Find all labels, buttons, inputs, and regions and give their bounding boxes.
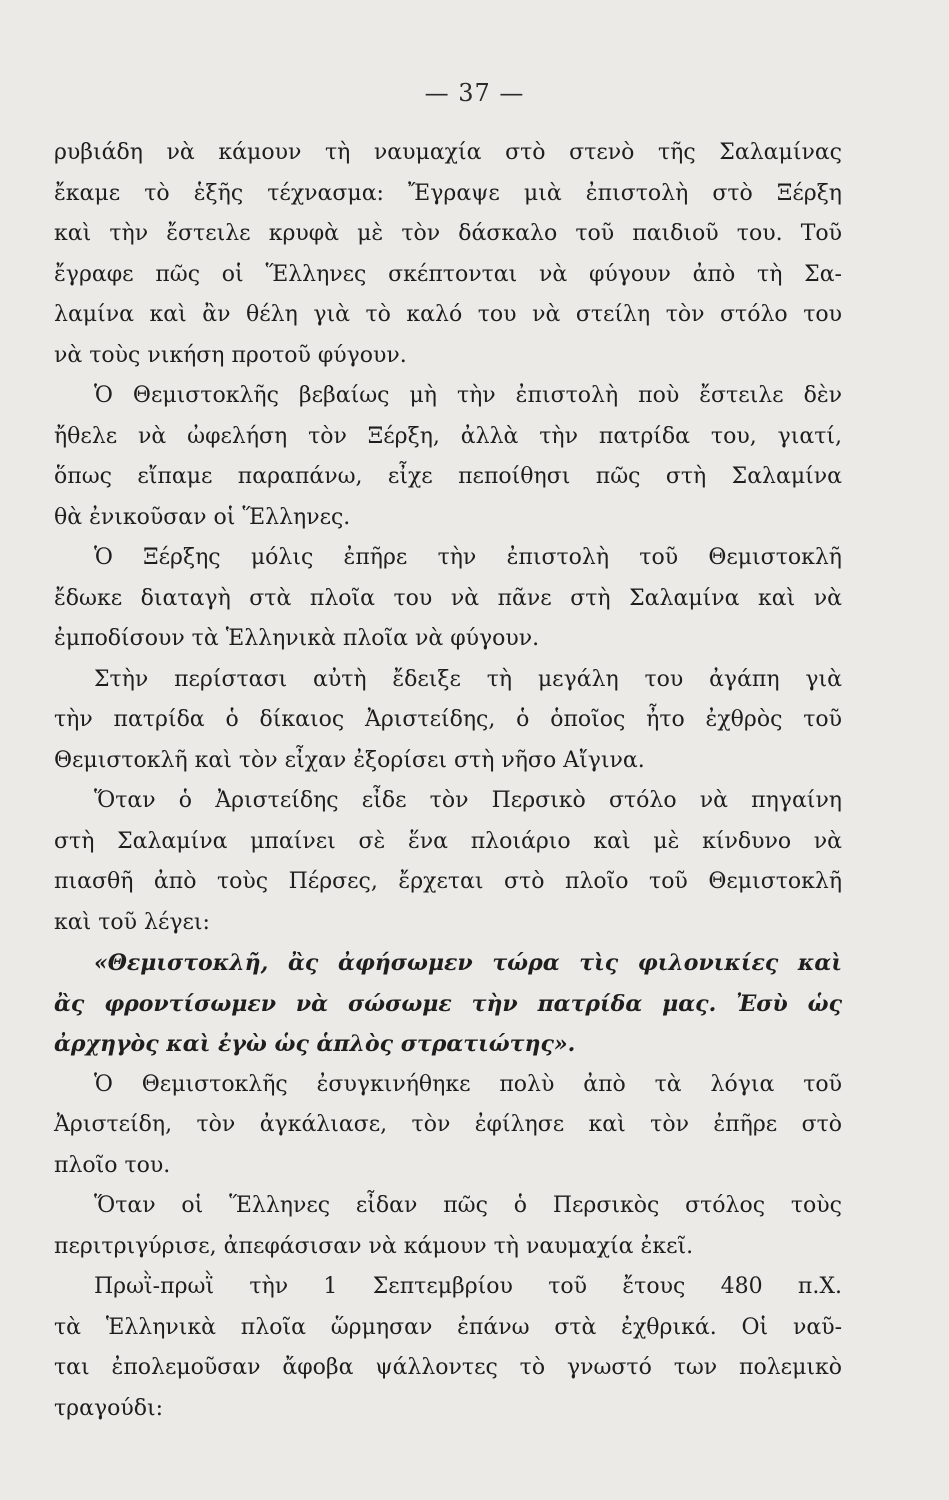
text-line: Ὅταν ὁ Ἀριστείδης εἶδε τὸν Περσικὸ στόλο νὰ πηγαίνη xyxy=(94,788,842,813)
text-line: ὅπως εἴπαμε παραπάνω, εἶχε πεποίθησι πῶς στὴ Σαλαμίνα xyxy=(54,464,842,489)
text-line: νὰ τοὺς νικήση προτοῦ φύγουν. xyxy=(54,342,407,368)
text-line: στὴ Σαλαμίνα μπαίνει σὲ ἕνα πλοιάριο καὶ μὲ κίνδυνο νὰ xyxy=(54,828,842,854)
body-text xyxy=(54,133,842,1429)
text-line: ἔκαμε τὸ ἑξῆς τέχνασμα: Ἔγραψε μιὰ ἐπιστολὴ στὸ Ξέρξη xyxy=(54,180,842,206)
text-line: Θεμιστοκλῆ καὶ τὸν εἶχαν ἐξορίσει στὴ νῆσο Αἴγινα. xyxy=(54,747,645,773)
text-line: ἀρχηγὸς καὶ ἐγὼ ὡς ἁπλὸς στρατιώτης». xyxy=(54,1031,576,1057)
page-number: — 37 — xyxy=(424,79,525,107)
text-line: Πρωῒ-πρωῒ τὴν 1 Σεπτεμβρίου τοῦ ἔτους 480 π.Χ. xyxy=(94,1274,842,1299)
text-line: ἔδωκε διαταγὴ στὰ πλοῖα του νὰ πᾶνε στὴ Σαλαμίνα καὶ νὰ xyxy=(54,585,842,611)
text-line: θὰ ἐνικοῦσαν οἱ Ἕλληνες. xyxy=(54,504,351,530)
text-line: Ὁ Θεμιστοκλῆς ἐσυγκινήθηκε πολὺ ἀπὸ τὰ λόγια τοῦ xyxy=(94,1071,842,1097)
text-line: πλοῖο του. xyxy=(54,1152,171,1178)
text-line: πιασθῆ ἀπὸ τοὺς Πέρσες, ἔρχεται στὸ πλοῖο τοῦ Θεμιστοκλῆ xyxy=(54,869,842,894)
text-line: Ὁ Ξέρξης μόλις ἐπῆρε τὴν ἐπιστολὴ τοῦ Θεμιστοκλῆ xyxy=(94,545,842,570)
text-line: λαμίνα καὶ ἂν θέλη γιὰ τὸ καλό του νὰ στείλη τὸν στόλο του xyxy=(54,302,842,327)
text-line: καὶ τοῦ λέγει: xyxy=(54,909,210,935)
text-line: Ὁ Θεμιστοκλῆς βεβαίως μὴ τὴν ἐπιστολὴ ποὺ ἔστειλε δὲν xyxy=(94,383,842,408)
text-line: «Θεμιστοκλῆ, ἂς ἀφήσωμεν τώρα τὶς φιλονικίες καὶ xyxy=(94,950,842,976)
text-line: Ὅταν οἱ Ἕλληνες εἶδαν πῶς ὁ Περσικὸς στόλος τοὺς xyxy=(94,1193,842,1218)
text-line: ἂς φροντίσωμεν νὰ σώσωμε τὴν πατρίδα μας. Ἐσὺ ὡς xyxy=(54,990,842,1017)
text-line: τὴν πατρίδα ὁ δίκαιος Ἀριστείδης, ὁ ὁποῖος ἦτο ἐχθρὸς τοῦ xyxy=(54,707,842,732)
text-line: ρυβιάδη νὰ κάμουν τὴ ναυμαχία στὸ στενὸ τῆς Σαλαμίνας xyxy=(54,140,842,165)
text-line: τὰ Ἑλληνικὰ πλοῖα ὥρμησαν ἐπάνω στὰ ἐχθρικά. Οἱ ναῦ- xyxy=(54,1314,842,1340)
text-line: τραγούδι: xyxy=(54,1395,164,1421)
text-line: ἔγραφε πῶς οἱ Ἕλληνες σκέπτονται νὰ φύγουν ἀπὸ τὴ Σα- xyxy=(54,261,842,287)
text-line: ἤθελε νὰ ὠφελήση τὸν Ξέρξη, ἀλλὰ τὴν πατρίδα του, γιατί, xyxy=(54,423,842,449)
text-line: ἐμποδίσουν τὰ Ἑλληνικὰ πλοῖα νὰ φύγουν. xyxy=(54,626,540,651)
text-line: καὶ τὴν ἔστειλε κρυφὰ μὲ τὸν δάσκαλο τοῦ παιδιοῦ του. Τοῦ xyxy=(54,221,842,246)
text-line: Στὴν περίστασι αὐτὴ ἔδειξε τὴ μεγάλη του ἀγάπη γιὰ xyxy=(94,666,842,692)
text-line: ται ἐπολεμοῦσαν ἄφοβα ψάλλοντες τὸ γνωστό των πολεμικὸ xyxy=(54,1355,842,1380)
text-line: περιτριγύρισε, ἀπεφάσισαν νὰ κάμουν τὴ ναυμαχία ἐκεῖ. xyxy=(54,1233,694,1259)
text-line: Ἀριστείδη, τὸν ἀγκάλιασε, τὸν ἐφίλησε καὶ τὸν ἐπῆρε στὸ xyxy=(54,1112,842,1137)
